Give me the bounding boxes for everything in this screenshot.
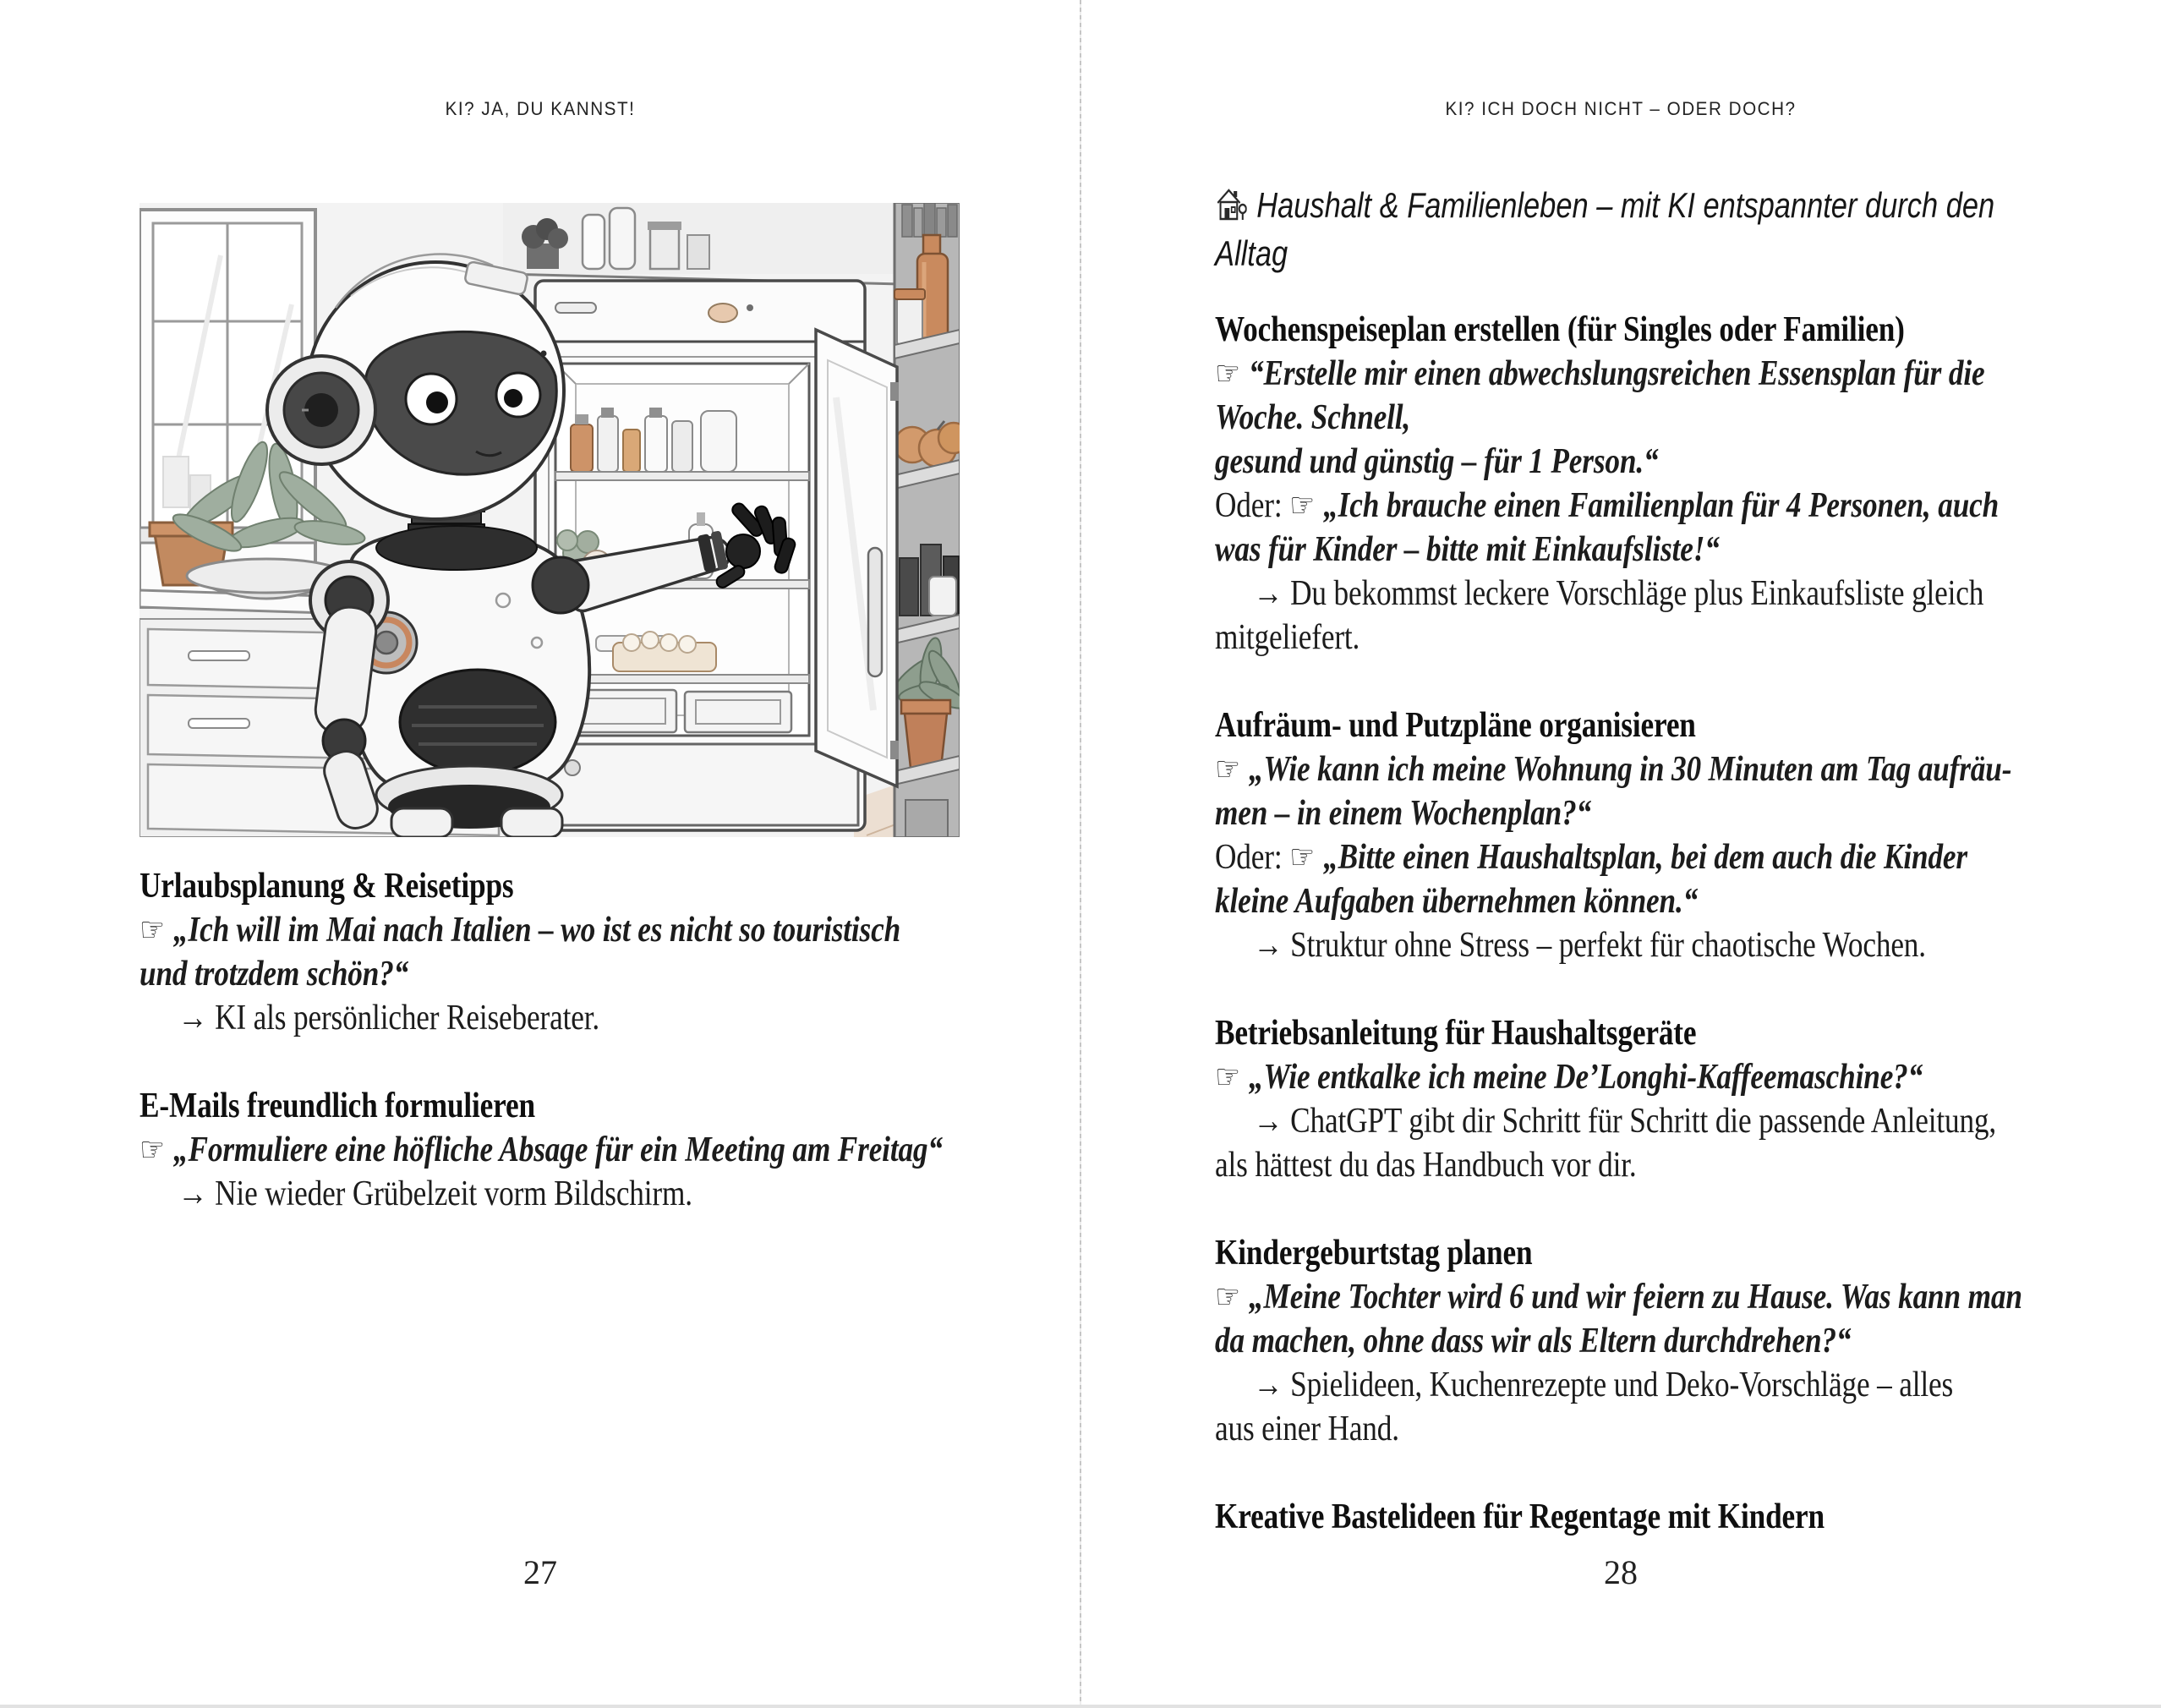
prompt-quote: da machen, ohne dass wir als Eltern durchdrehen?“ bbox=[1215, 1322, 1852, 1360]
milk-bottle bbox=[610, 208, 635, 269]
jug bbox=[701, 411, 736, 472]
prompt-line bbox=[1215, 484, 2000, 528]
pointing-finger-icon: ☞ bbox=[1215, 1278, 1240, 1317]
hinge bbox=[890, 741, 899, 759]
section-heading: Wochenspeiseplan erstellen (für Singles oder Familien) bbox=[1215, 310, 1905, 349]
robot-leg bbox=[391, 808, 452, 837]
page-gutter-divider bbox=[1080, 0, 1081, 1708]
bottle bbox=[672, 421, 692, 472]
right-page-text bbox=[1215, 308, 2060, 1539]
page-number-right: 28 bbox=[1604, 1553, 1638, 1591]
chapter-title-line1 bbox=[1215, 181, 1995, 229]
robot-collar bbox=[376, 526, 537, 570]
orange-fruit bbox=[938, 423, 960, 453]
lower-cabinet bbox=[905, 800, 948, 837]
page-bottom-edge bbox=[0, 1705, 2161, 1708]
pointing-finger-icon: ☞ bbox=[1289, 838, 1316, 877]
result-line bbox=[1215, 616, 1925, 660]
prompt-line bbox=[140, 952, 850, 996]
prompt-line bbox=[140, 908, 901, 952]
result-text: aus einer Hand. bbox=[1215, 1410, 1399, 1448]
running-head-left: KI? JA, DU KANNST! bbox=[445, 98, 636, 119]
section-heading: Betriebsanleitung für Haushaltsgeräte bbox=[1215, 1014, 1697, 1053]
prompt-line bbox=[1215, 879, 1925, 923]
fridge-door-open bbox=[816, 330, 899, 786]
left-page-text bbox=[140, 864, 985, 1216]
robot-leg bbox=[501, 808, 562, 837]
pointing-finger-icon: ☞ bbox=[1215, 1058, 1240, 1097]
result-text: → Du bekommst leckere Vorschläge plus Einkaufsliste gleich bbox=[1253, 574, 1984, 613]
page-number-left: 27 bbox=[523, 1553, 557, 1591]
prompt-quote: men – in einem Wochenplan?“ bbox=[1215, 794, 1592, 833]
result-text: → Spielideen, Kuchenrezepte und Deko-Vorschläge – alles bbox=[1253, 1366, 1954, 1404]
prompt-line bbox=[1215, 1275, 2022, 1319]
pointing-finger-icon: ☞ bbox=[140, 1130, 165, 1169]
jar bbox=[650, 228, 679, 269]
prompt-line bbox=[1215, 352, 1985, 396]
chapter-title-line2: Alltag bbox=[1215, 233, 1288, 273]
bottom-drawer bbox=[545, 744, 858, 825]
robot-core bbox=[400, 670, 555, 775]
prompt-quote: „Wie kann ich meine Wohnung in 30 Minuten am Tag aufräu- bbox=[1249, 750, 2012, 789]
robot-hips bbox=[376, 766, 562, 837]
prompt-line bbox=[1215, 528, 1925, 572]
section-heading: Urlaubsplanung & Reisetipps bbox=[140, 867, 514, 906]
pointing-finger-icon: ☞ bbox=[1215, 750, 1240, 789]
prompt-quote: und trotzdem schön?“ bbox=[140, 955, 409, 994]
oder-prefix: Oder: bbox=[1215, 486, 1290, 525]
house-with-garden-icon bbox=[1215, 186, 1247, 235]
egg bbox=[623, 634, 640, 651]
prompt-quote: „Ich will im Mai nach Italien – wo ist es nicht so touristisch bbox=[173, 911, 901, 950]
pointing-finger-icon: ☞ bbox=[1289, 486, 1316, 525]
prompt-line bbox=[1215, 396, 1925, 440]
amber-bottle bbox=[623, 430, 640, 472]
result-line bbox=[1215, 1143, 1925, 1187]
right-page bbox=[1080, 0, 2161, 1708]
section-heading: Kindergeburtstag planen bbox=[1215, 1234, 1533, 1273]
result-text: als hättest du das Handbuch vor dir. bbox=[1215, 1146, 1637, 1185]
jar-with-wood-lid bbox=[897, 298, 922, 345]
milk-bottle bbox=[583, 215, 605, 269]
pointing-finger-icon: ☞ bbox=[1215, 354, 1240, 393]
robot-shoulder bbox=[533, 557, 588, 613]
section-heading: E-Mails freundlich formulieren bbox=[140, 1087, 535, 1125]
fridge-logo bbox=[708, 304, 737, 322]
prompt-line bbox=[1215, 835, 1967, 879]
crisper-drawer bbox=[685, 692, 791, 732]
bottle bbox=[598, 416, 618, 472]
result-text: mitgeliefert. bbox=[1215, 618, 1360, 657]
jar bbox=[687, 235, 709, 269]
prompt-line bbox=[1215, 747, 2012, 791]
chapter-title bbox=[1215, 181, 2128, 277]
result-text: → KI als persönlicher Reiseberater. bbox=[178, 999, 600, 1037]
result-line bbox=[1215, 572, 1984, 616]
prompt-quote: „Bitte einen Haushaltsplan, bei dem auch die Kinder bbox=[1323, 838, 1967, 877]
robot-kitchen-illustration bbox=[140, 203, 960, 837]
prompt-line bbox=[140, 1128, 943, 1172]
drawer-handle bbox=[189, 719, 249, 728]
left-page bbox=[0, 0, 1080, 1708]
book bbox=[902, 205, 912, 237]
prompt-quote: „Formuliere eine höfliche Absage für ein Meeting am Freitag“ bbox=[173, 1130, 943, 1169]
prompt-quote: „Wie entkalke ich meine De’Longhi-Kaffeemaschine?“ bbox=[1249, 1058, 1923, 1097]
illustration-svg bbox=[140, 203, 960, 837]
prompt-quote: was für Kinder – bitte mit Einkaufsliste!“ bbox=[1215, 530, 1720, 569]
result-line bbox=[1215, 1099, 1997, 1143]
terracotta-pot-rim bbox=[901, 700, 950, 714]
upper-cabinet-shelf bbox=[503, 203, 900, 284]
fridge-shelf bbox=[555, 675, 809, 683]
pointing-finger-icon: ☞ bbox=[140, 911, 165, 950]
prompt-quote: „Meine Tochter wird 6 und wir feiern zu Hause. Was kann man bbox=[1249, 1278, 2022, 1317]
prompt-line bbox=[1215, 440, 1925, 484]
amber-bottle bbox=[571, 424, 593, 472]
prompt-line bbox=[1215, 1319, 1925, 1363]
result-text: → ChatGPT gibt dir Schritt für Schritt die passende Anleitung, bbox=[1253, 1102, 1997, 1141]
prompt-line bbox=[1215, 791, 1925, 835]
prompt-quote: “Erstelle mir einen abwechslungsreichen Essensplan für die bbox=[1249, 354, 1985, 393]
prompt-quote: Woche. Schnell, bbox=[1215, 398, 1411, 437]
window-city-silhouette bbox=[163, 457, 189, 507]
result-line bbox=[140, 996, 850, 1040]
result-text: → Nie wieder Grübelzeit vorm Bildschirm. bbox=[178, 1174, 692, 1213]
door-handle bbox=[868, 548, 882, 676]
freezer-handle bbox=[555, 303, 596, 313]
white-jug bbox=[929, 577, 956, 616]
result-line bbox=[1215, 1407, 1925, 1451]
prompt-quote: „Ich brauche einen Familienplan für 4 Personen, auch bbox=[1323, 486, 2000, 525]
result-text: → Struktur ohne Stress – perfekt für chaotische Wochen. bbox=[1253, 926, 1926, 965]
dark-bottle bbox=[900, 558, 918, 616]
oder-prefix: Oder: bbox=[1215, 838, 1290, 877]
bottle bbox=[645, 416, 667, 472]
fridge-shelf bbox=[555, 472, 809, 480]
running-head-right: KI? ICH DOCH NICHT – ODER DOCH? bbox=[1445, 98, 1797, 119]
result-line bbox=[140, 1172, 850, 1216]
section-heading: Kreative Bastelideen für Regentage mit Kindern bbox=[1215, 1497, 1825, 1536]
hinge bbox=[890, 382, 899, 401]
section-heading: Aufräum- und Putzpläne organisieren bbox=[1215, 706, 1696, 745]
prompt-quote: gesund und günstig – für 1 Person.“ bbox=[1215, 442, 1659, 481]
drawer-handle bbox=[189, 651, 249, 660]
result-line bbox=[1215, 1363, 1954, 1407]
prompt-line bbox=[1215, 1055, 1925, 1099]
result-line bbox=[1215, 923, 1925, 967]
chapter-title-text: Haushalt & Familienleben – mit KI entspannter durch den bbox=[1256, 185, 1995, 225]
prompt-quote: kleine Aufgaben übernehmen können.“ bbox=[1215, 882, 1699, 921]
